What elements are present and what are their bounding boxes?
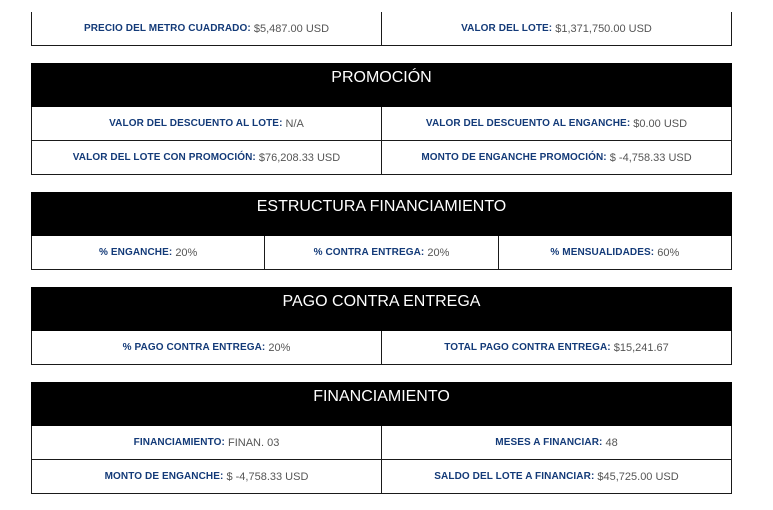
monthly-pct-label: % MENSUALIDADES: — [550, 247, 655, 258]
downpayment-discount-cell — [381, 107, 731, 140]
downpayment-amount-cell — [32, 460, 381, 493]
financing-title: FINANCIAMIENTO — [31, 382, 732, 426]
financing-row-1 — [31, 426, 732, 460]
lot-value-label: VALOR DEL LOTE: — [461, 23, 553, 34]
financing-structure-title: ESTRUCTURA FINANCIAMIENTO — [31, 192, 732, 236]
promo-downpayment-value: $ -4,758.33 USD — [609, 151, 692, 164]
price-per-m2-value: $5,487.00 USD — [253, 22, 330, 35]
delivery-payment-total-cell — [381, 331, 731, 364]
downpayment-amount-label: MONTO DE ENGANCHE: — [104, 471, 224, 482]
delivery-payment-total-label: TOTAL PAGO CONTRA ENTREGA: — [444, 342, 611, 353]
downpayment-discount-label: VALOR DEL DESCUENTO AL ENGANCHE: — [425, 118, 631, 129]
financing-structure-row — [31, 236, 732, 270]
price-per-m2-cell — [32, 12, 381, 45]
downpayment-pct-cell — [32, 236, 264, 269]
lot-discount-cell — [32, 107, 381, 140]
financing-section — [31, 382, 732, 494]
promotion-section — [31, 63, 732, 175]
downpayment-amount-value: $ -4,758.33 USD — [226, 470, 309, 483]
downpayment-pct-label: % ENGANCHE: — [98, 247, 173, 258]
financing-plan-value: FINAN. 03 — [227, 436, 280, 449]
delivery-payment-section — [31, 287, 732, 365]
delivery-pct-label: % CONTRA ENTREGA: — [313, 247, 425, 258]
delivery-payment-title: PAGO CONTRA ENTREGA — [31, 287, 732, 331]
lot-discount-label: VALOR DEL DESCUENTO AL LOTE: — [109, 118, 283, 129]
delivery-payment-pct-cell — [32, 331, 381, 364]
delivery-payment-row — [31, 331, 732, 365]
lot-discount-value: N/A — [285, 117, 304, 130]
promotion-row-2 — [31, 141, 732, 175]
price-per-m2-label: PRECIO DEL METRO CUADRADO: — [83, 23, 251, 34]
delivery-payment-pct-value: 20% — [268, 341, 291, 354]
months-value: 48 — [605, 436, 618, 449]
promo-lot-value-label: VALOR DEL LOTE CON PROMOCIÓN: — [72, 152, 256, 163]
promo-downpayment-cell — [381, 141, 731, 174]
financing-row-2 — [31, 460, 732, 494]
delivery-pct-value: 20% — [427, 246, 450, 259]
delivery-pct-cell — [264, 236, 497, 269]
downpayment-discount-value: $0.00 USD — [633, 117, 688, 130]
promotion-row-1 — [31, 107, 732, 141]
balance-label: SALDO DEL LOTE A FINANCIAR: — [434, 471, 595, 482]
delivery-payment-pct-label: % PAGO CONTRA ENTREGA: — [122, 342, 266, 353]
financing-structure-section — [31, 192, 732, 270]
financing-plan-label: FINANCIAMIENTO: — [133, 437, 225, 448]
balance-value: $45,725.00 USD — [597, 470, 679, 483]
months-label: MESES A FINANCIAR: — [495, 437, 603, 448]
balance-cell — [381, 460, 731, 493]
financing-plan-cell — [32, 426, 381, 459]
lot-price-row — [31, 12, 732, 46]
delivery-payment-total-value: $15,241.67 — [613, 341, 669, 354]
monthly-pct-value: 60% — [657, 246, 680, 259]
lot-value-value: $1,371,750.00 USD — [555, 22, 652, 35]
months-cell — [381, 426, 731, 459]
promotion-title: PROMOCIÓN — [31, 63, 732, 107]
promo-downpayment-label: MONTO DE ENGANCHE PROMOCIÓN: — [421, 152, 607, 163]
lot-price-table — [31, 12, 732, 46]
lot-value-cell — [381, 12, 731, 45]
monthly-pct-cell — [498, 236, 731, 269]
promo-lot-value-value: $76,208.33 USD — [258, 151, 341, 164]
downpayment-pct-value: 20% — [175, 246, 198, 259]
promo-lot-value-cell — [32, 141, 381, 174]
